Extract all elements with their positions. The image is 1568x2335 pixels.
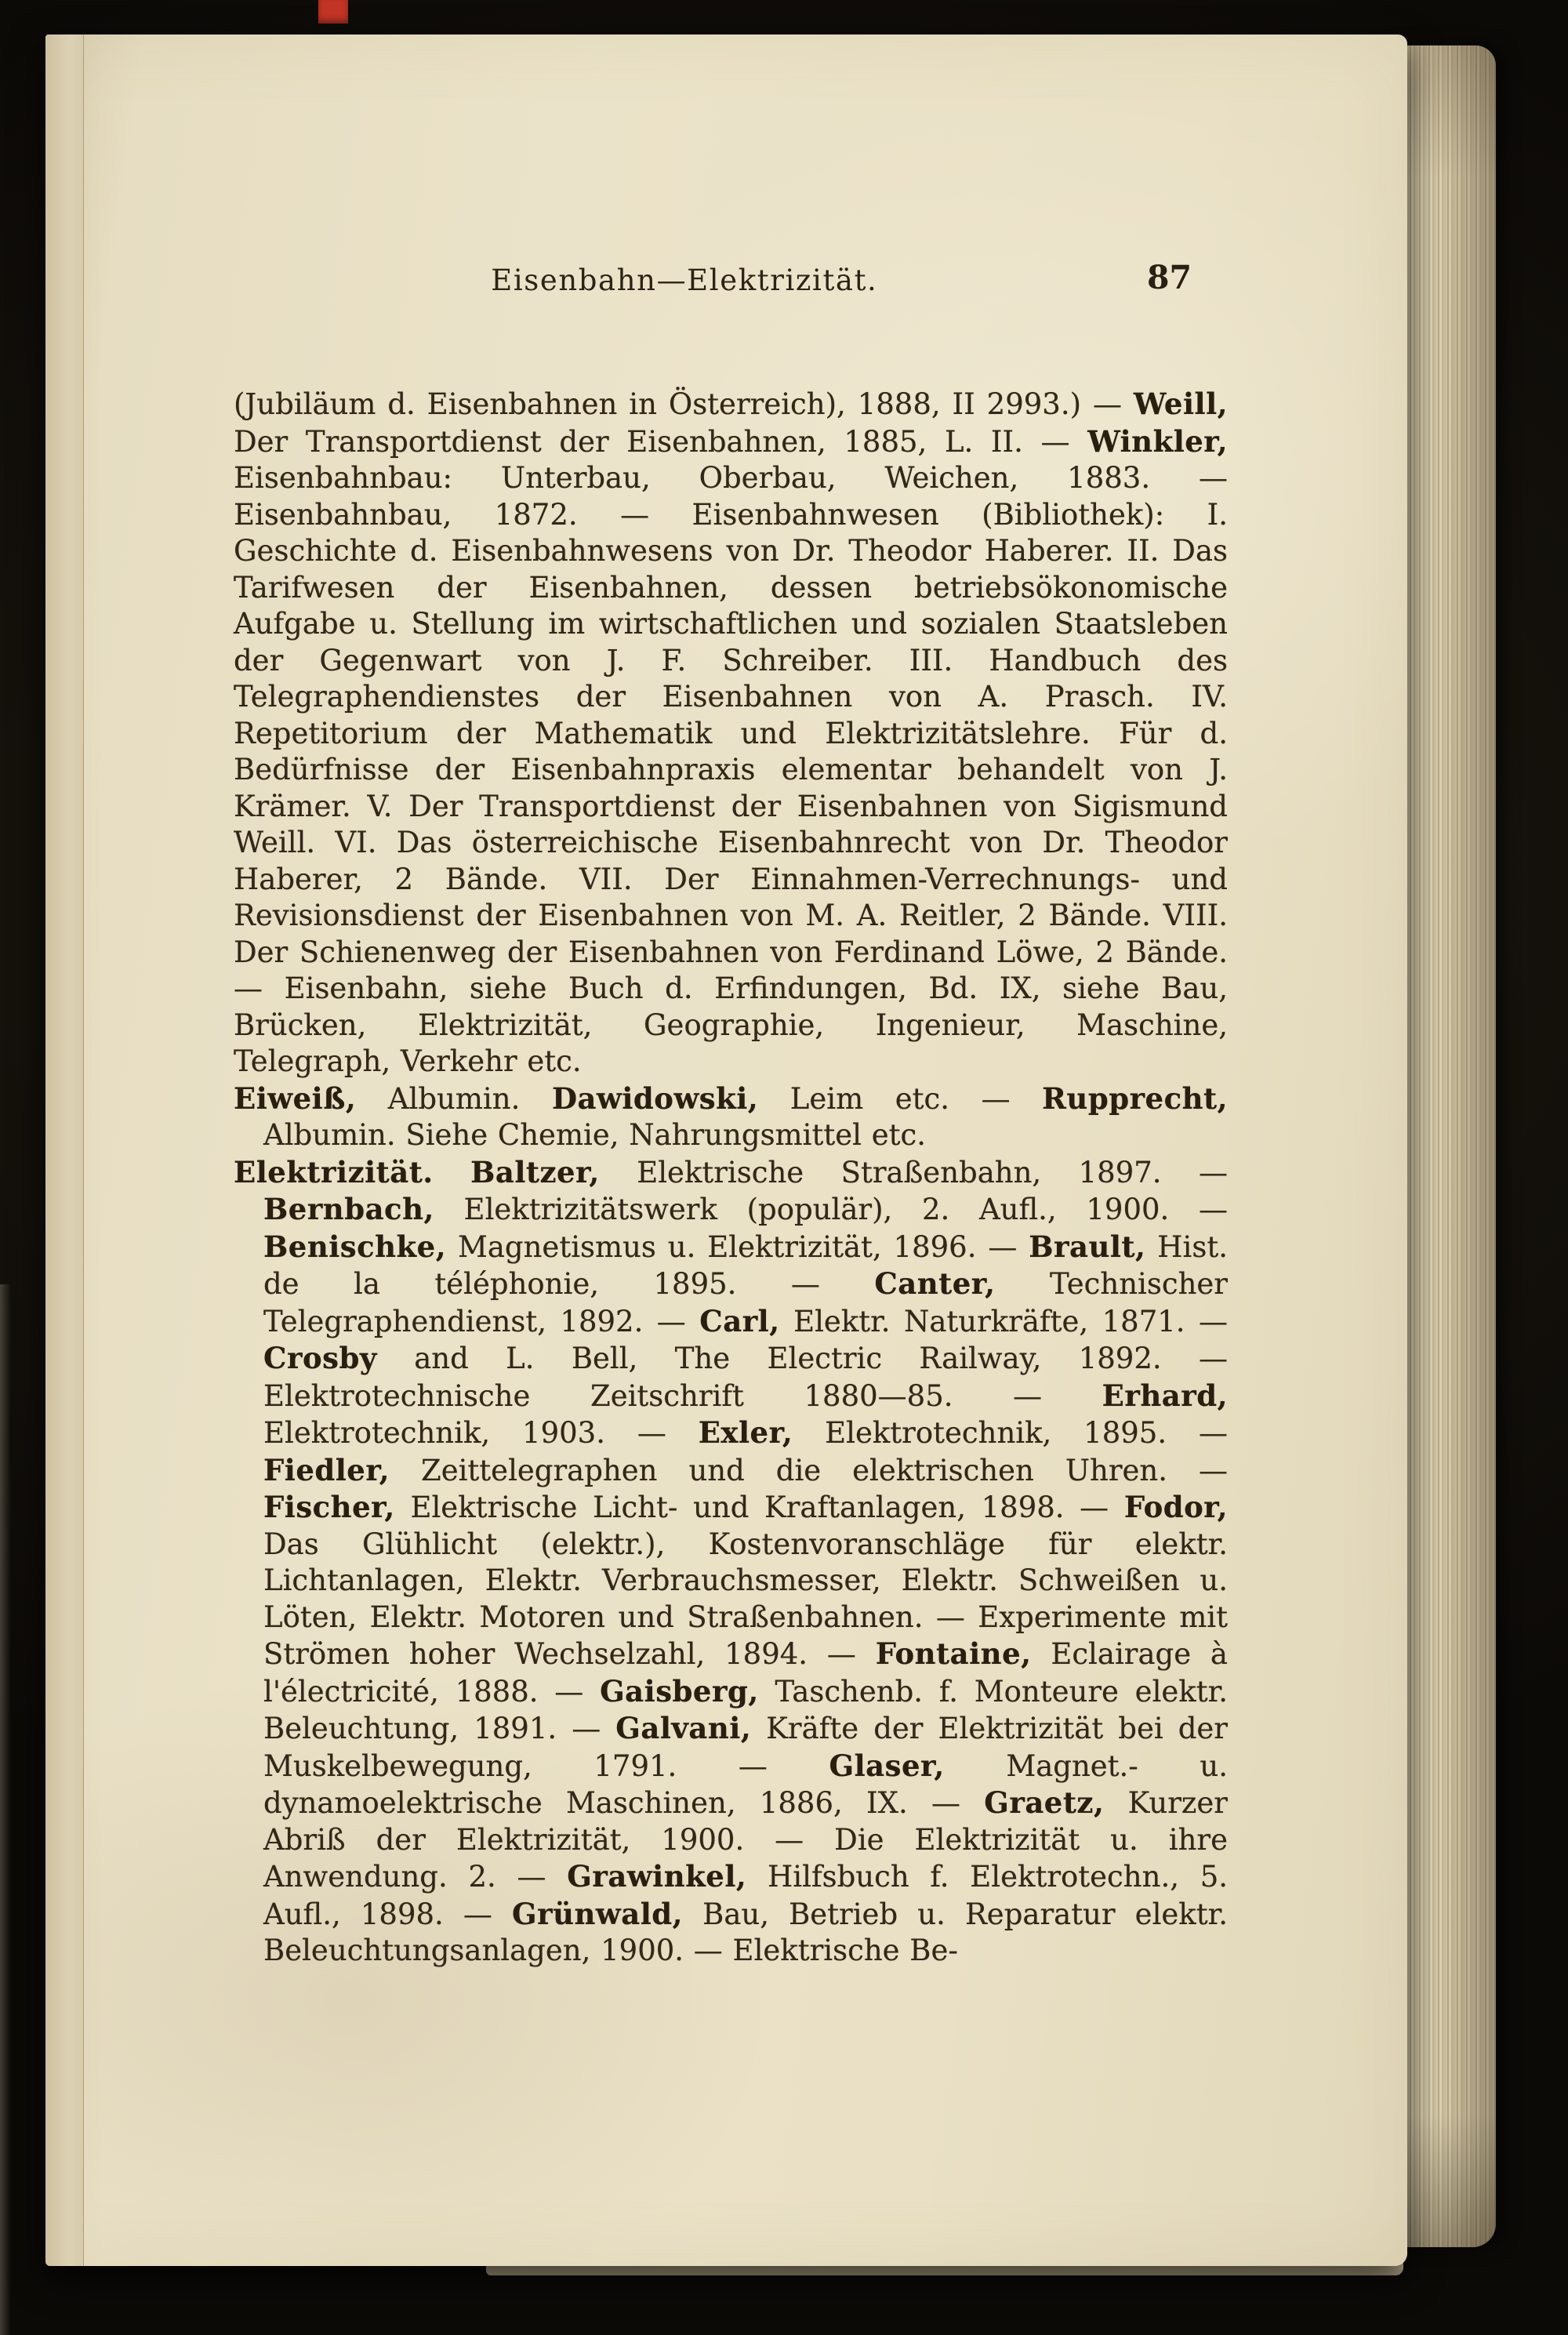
author-name: Fiedler, (263, 1452, 390, 1487)
book-page (45, 34, 1407, 2266)
text-run: Elektrische Straßenbahn, 1897. — (599, 1155, 1228, 1189)
text-run: Der Transportdienst der Eisenbahnen, 1885, L. II. — (234, 424, 1088, 459)
author-name: Benischke, (263, 1229, 447, 1264)
text-run: Albumin. (356, 1081, 552, 1116)
author-name: Exler, (698, 1415, 793, 1450)
author-name: Eiweiß, (234, 1080, 357, 1116)
author-name: Bernbach, (263, 1192, 434, 1226)
author-name: Weill, (1133, 387, 1228, 421)
text-run: Das Glühlicht (elektr.), Kostenvoranschläge für elektr. Lichtanlagen, Elektr. Verbrauchsmesser, Elektr. Schweißen u. Löten, Elektr. Motoren und Straßenbahnen. — Experimente mit Strömen hoher Wechselzahl, 1894. — (263, 1527, 1228, 1671)
author-name: Carl, (699, 1303, 780, 1338)
author-name: Fischer, (263, 1490, 395, 1524)
text-run: Albumin. Siehe Chemie, Nahrungsmittel etc. (263, 1118, 926, 1152)
author-name: Grawinkel, (567, 1859, 747, 1894)
text-run (434, 1156, 470, 1189)
author-name: Graetz, (984, 1785, 1105, 1820)
author-name: Glaser, (829, 1748, 945, 1783)
text-run: (Jubiläum d. Eisenbahnen in Österreich), 1888, II 2993.) — (234, 387, 1134, 421)
author-name: Galvani, (615, 1711, 752, 1745)
page-gutter-edge (45, 34, 84, 2266)
text-run: Taschenb. f. Monteure elektr. Beleuchtung, 1891. — (263, 1674, 1228, 1745)
text-run: Elektrizitätswerk (populär), 2. Aufl., 1900. — (434, 1193, 1228, 1226)
text-run: Bau, Betrieb u. Reparatur elektr. Beleuchtungsanlagen, 1900. — Elektrische Be- (263, 1897, 1228, 1967)
bookmark-ribbon (318, 0, 348, 24)
text-run: Kräfte der Elektrizität bei der Muskelbewegung, 1791. — (263, 1712, 1228, 1783)
entry-elektrizitaet (234, 1154, 1228, 1970)
page-number: 87 (1146, 259, 1192, 296)
author-name: Winkler, (1087, 423, 1228, 459)
author-name: Fontaine, (875, 1636, 1032, 1671)
author-name: Canter, (874, 1266, 996, 1301)
text-run: Elektrotechnik, 1903. — (263, 1416, 699, 1450)
author-name: Fodor, (1123, 1490, 1228, 1524)
author-name: Crosby (263, 1341, 377, 1375)
author-name: Gaisberg, (600, 1673, 759, 1709)
author-name: Elektrizität. (234, 1154, 434, 1189)
text-run: Zeittelegraphen und die elektrischen Uhren. — (390, 1453, 1228, 1487)
text-run: Magnetismus u. Elektrizität, 1896. — (446, 1229, 1029, 1264)
text-run: Eisenbahnbau: Unterbau, Oberbau, Weichen, 1883. — Eisenbahnbau, 1872. — Eisenbahnwesen (Bibliothek): I. Geschichte d. Eisenbahnwesens von Dr. Theodor Haberer. II. Das Tarifwesen der Eisenbahnen, dessen betriebsökonomische Aufgabe u. Stellung im wirtschaftlichen und sozialen Staatsleben der Gegenwart von J. F. Schreiber. III. Handbuch des Telegraphendienstes der Eisenbahnen von A. Prasch. IV. Repetitorium der Mathematik und Elektrizitätslehre. Für d. Bedürfnisse der Eisenbahnpraxis elementar behandelt von J. Krämer. V. Der Transportdienst der Eisenbahnen von Sigismund Weill. VI. Das österreichische Eisenbahnrecht von Dr. Theodor Haberer, 2 Bände. VII. Der Einnahmen-Verrechnungs- und Revisionsdienst der Eisenbahnen von M. A. Reitler, 2 Bände. VIII. Der Schienenweg der Eisenbahnen von Ferdinand Löwe, 2 Bände. — Eisenbahn, siehe Buch d. Erfindungen, Bd. IX, siehe Bau, Brücken, Elektrizität, Geographie, Ingenieur, Maschine, Telegraph, Verkehr etc. (234, 461, 1228, 1078)
text-run: Eclairage à l'électricité, 1888. — (263, 1637, 1228, 1709)
running-title: Eisenbahn—Elektrizität. (491, 263, 878, 297)
entry-eiweiss (234, 1080, 1228, 1154)
author-name: Brault, (1029, 1229, 1146, 1264)
text-run: Kurzer Abriß der Elektrizität, 1900. — Die Elektrizität u. ihre Anwendung. 2. — (263, 1786, 1228, 1894)
page-content (234, 259, 1229, 1970)
text-run: Leim etc. — (758, 1081, 1043, 1116)
text-run: Elektrische Licht- und Kraftanlagen, 1898. — (394, 1491, 1124, 1524)
text-run: Elektrotechnik, 1895. — (793, 1416, 1228, 1450)
text-run: Hilfsbuch f. Elektrotechn., 5. Aufl., 1898. — (263, 1860, 1229, 1931)
text-run: Magnet.- u. dynamoelektrische Maschinen, 1886, IX. — (263, 1749, 1229, 1820)
author-name: Dawidowski, (551, 1080, 759, 1116)
author-name: Baltzer, (470, 1154, 600, 1189)
text-body (234, 386, 1228, 1970)
entry-eisenbahn-continuation (234, 386, 1228, 1080)
text-run: Hist. de la téléphonie, 1895. — (263, 1229, 1228, 1301)
page-header (234, 259, 1228, 304)
author-name: Grünwald, (512, 1896, 684, 1931)
author-name: Rupprecht, (1042, 1080, 1228, 1116)
text-run: and L. Bell, The Electric Railway, 1892. — Elektrotechnische Zeitschrift 1880—85. — (263, 1342, 1228, 1413)
author-name: Erhard, (1102, 1378, 1228, 1413)
text-run: Technischer Telegraphendienst, 1892. — (263, 1267, 1228, 1338)
cover-edge-highlight (0, 1284, 11, 2335)
text-run: Elektr. Naturkräfte, 1871. — (779, 1304, 1228, 1338)
